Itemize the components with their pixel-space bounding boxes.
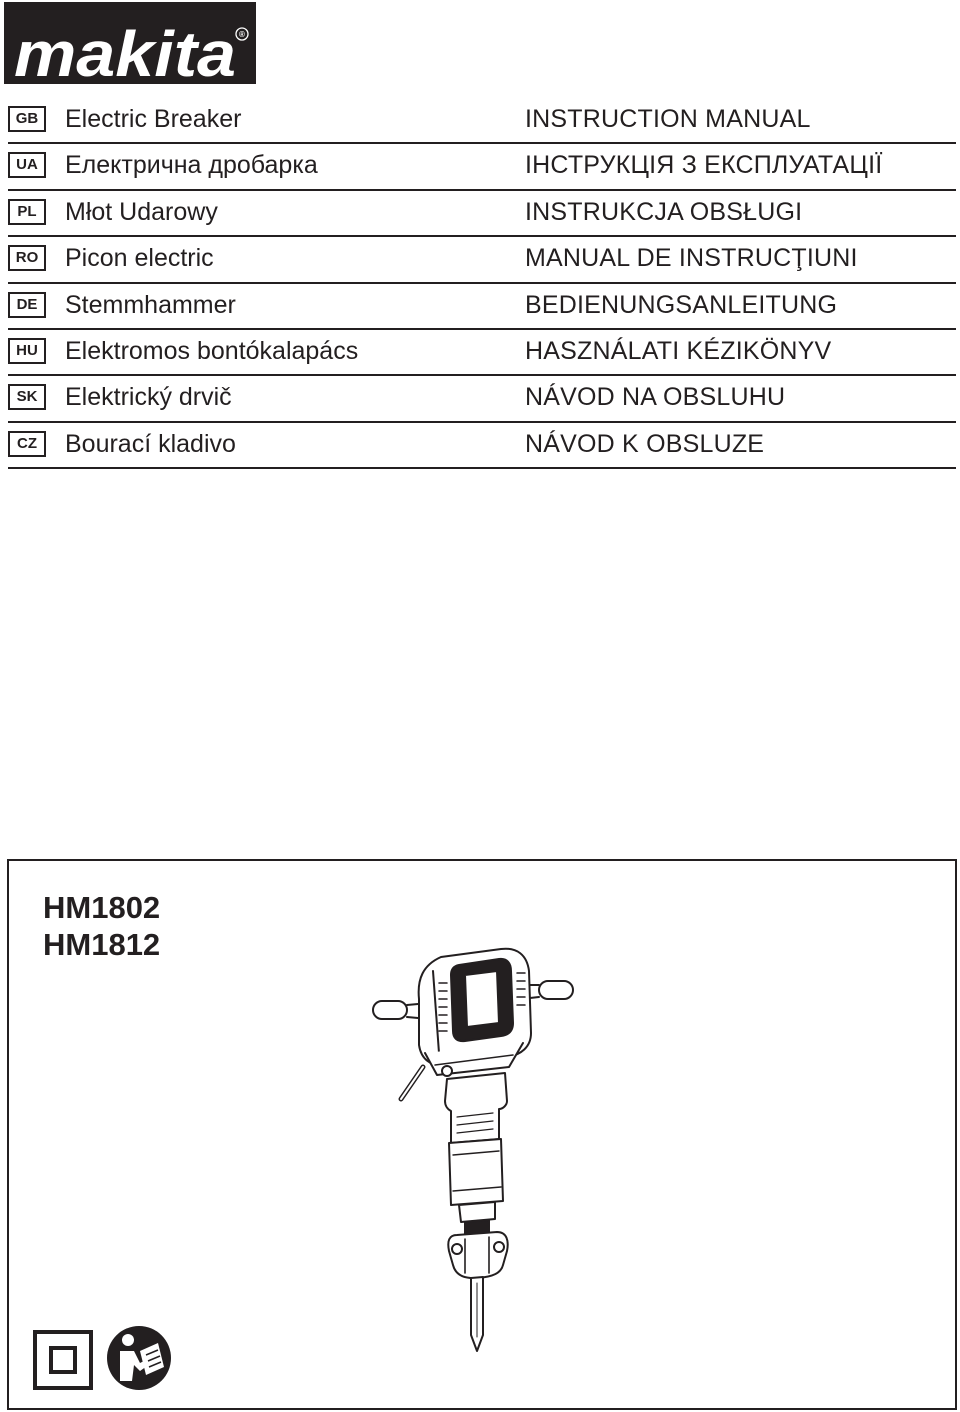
product-name: Elektrický drvič <box>65 383 232 412</box>
product-name: Bourací kladivo <box>65 429 236 458</box>
makita-logo <box>4 2 256 84</box>
read-manual-icon <box>106 1325 172 1391</box>
manual-title: HASZNÁLATI KÉZIKÖNYV <box>525 336 832 365</box>
lang-code: HU <box>8 338 46 364</box>
model-number: HM1812 <box>43 927 161 962</box>
lang-code: CZ <box>8 431 46 457</box>
lang-code: UA <box>8 152 46 178</box>
manual-title: ІНСТРУКЦІЯ З ЕКСПЛУАТАЦІЇ <box>525 151 883 180</box>
product-name: Elektromos bontókalapács <box>65 336 359 365</box>
language-table <box>8 98 956 469</box>
lang-code: RO <box>8 245 46 271</box>
product-name: Picon electric <box>65 244 214 273</box>
lang-code: SK <box>8 384 46 410</box>
lang-row-cz <box>8 423 956 469</box>
product-name: Електрична дробарка <box>65 151 318 180</box>
model-frame <box>7 859 957 1410</box>
lang-row-pl <box>8 191 956 237</box>
lang-code: GB <box>8 106 46 132</box>
manual-title: MANUAL DE INSTRUCŢIUNI <box>525 244 858 273</box>
manual-title: NÁVOD K OBSLUZE <box>525 429 765 458</box>
lang-code: PL <box>8 199 46 225</box>
lang-row-de <box>8 284 956 330</box>
lang-row-ro <box>8 237 956 283</box>
manual-title: INSTRUKCJA OBSŁUGI <box>525 197 803 226</box>
lang-row-ua <box>8 144 956 190</box>
manual-title: INSTRUCTION MANUAL <box>525 105 811 133</box>
registered-mark: ® <box>239 30 245 39</box>
manual-title: NÁVOD NA OBSLUHU <box>525 383 786 412</box>
lang-code: DE <box>8 292 46 318</box>
logo-wordmark: makita <box>14 18 236 84</box>
lang-row-hu <box>8 330 956 376</box>
product-name: Młot Udarowy <box>65 197 218 226</box>
manual-title: BEDIENUNGSANLEITUNG <box>525 290 838 319</box>
product-name: Electric Breaker <box>65 105 242 133</box>
double-insulation-icon <box>33 1330 93 1390</box>
demolition-hammer-icon <box>361 943 591 1355</box>
lang-row-gb <box>8 98 956 144</box>
lang-row-sk <box>8 376 956 422</box>
product-name: Stemmhammer <box>65 290 236 319</box>
model-number: HM1802 <box>43 890 161 925</box>
model-list <box>43 889 160 963</box>
